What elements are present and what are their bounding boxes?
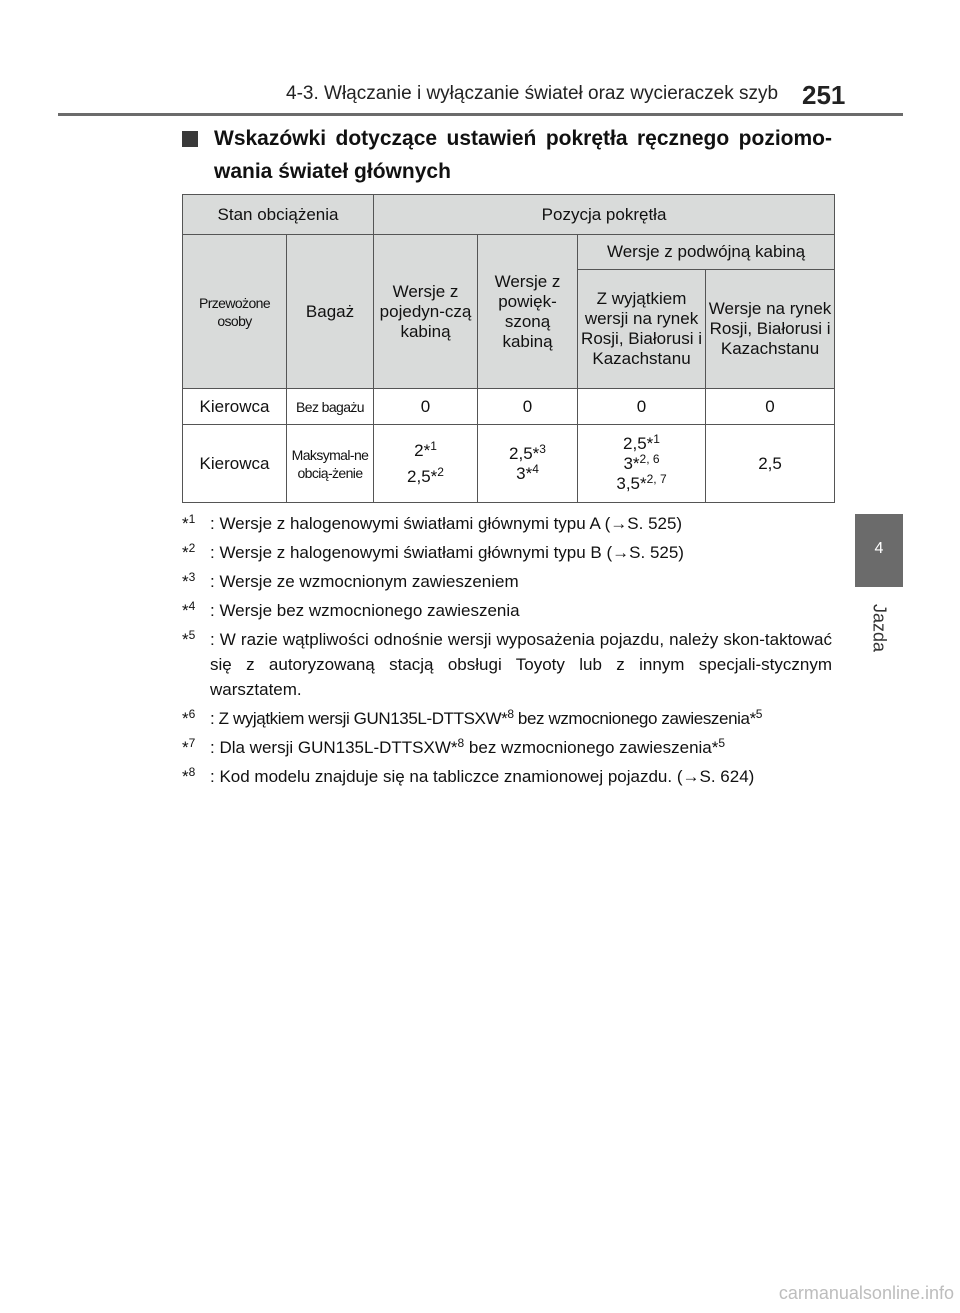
header-double-cab-except-ru: Z wyjątkiem wersji na rynek Rosji, Białorusi i Kazachstanu <box>578 270 706 389</box>
cell-double-cab-except-ru <box>578 425 706 503</box>
running-header-title: 4-3. Włączanie i wyłączanie świateł oraz wycieraczek szyb <box>286 83 779 104</box>
footnote: *$^2$ : Wersje z halogenowymi światłami głównymi typu B (→S. 525) <box>182 541 684 562</box>
header-load-state: Stan obciążenia <box>183 195 374 235</box>
footnote: *$^4$ : Wersje bez wzmocnionego zawieszenia <box>182 599 520 620</box>
header-luggage: Bagaż <box>287 235 374 389</box>
value-line: 2*$^1$ <box>414 438 437 460</box>
footnotes <box>182 511 832 793</box>
footnote: *$^5$ : W razie wątpliwości odnośnie wersji wyposażenia pojazdu, należy skon-taktować się z autoryzowaną stacją obsługi Toyoty lub z innym specjali-stycznym warsztatem. <box>182 628 832 699</box>
cell-double-cab-except-ru: 0 <box>578 389 706 425</box>
cell-double-cab-ru: 0 <box>706 389 835 425</box>
cell-single-cab <box>374 425 478 503</box>
footnote: *$^6$ : Z wyjątkiem wersji GUN135L-DTTSXW*$^8$ bez wzmocnionego zawieszenia*$^5$ <box>182 707 763 728</box>
chapter-tab-label: Jazda <box>869 603 890 653</box>
cell-passengers: Kierowca <box>183 425 287 503</box>
header-dial-position: Pozycja pokrętła <box>374 195 835 235</box>
value-line: 3*$^{2, 6}$ <box>623 451 660 473</box>
cell-single-cab: 0 <box>374 389 478 425</box>
footnote: *$^7$ : Dla wersji GUN135L-DTTSXW*$^8$ bez wzmocnionego zawieszenia*$^5$ <box>182 736 726 757</box>
header-double-cab: Wersje z podwójną kabiną <box>578 235 835 270</box>
value-line: 2,5*$^2$ <box>407 464 444 486</box>
section-heading <box>182 122 832 188</box>
value-line: 3,5*$^{2, 7}$ <box>616 471 667 493</box>
section-heading-text: Wskazówki dotyczące ustawień pokrętła ręcznego poziomo-wania świateł głównych <box>214 127 832 183</box>
header-double-cab-ru: Wersje na rynek Rosji, Białorusi i Kazachstanu <box>706 270 835 389</box>
chapter-tab[interactable] <box>855 514 903 587</box>
headlight-leveling-table <box>182 194 835 503</box>
header-passengers: Przewożone osoby <box>183 235 287 389</box>
cell-passengers: Kierowca <box>183 389 287 425</box>
cell-extended-cab <box>478 425 578 503</box>
cell-luggage: Bez bagażu <box>287 389 374 425</box>
heading-bullet-icon <box>182 131 198 147</box>
footnote: *$^1$ : Wersje z halogenowymi światłami głównymi typu A (→S. 525) <box>182 512 683 533</box>
page-number: 251 <box>802 80 846 110</box>
chapter-tab-number: 4 <box>874 540 884 557</box>
footnote: *$^8$ : Kod modelu znajduje się na tabliczce znamionowej pojazdu. (→S. 624) <box>182 765 755 786</box>
value-line: 2,5*$^3$ <box>509 441 546 463</box>
footnote: *$^3$ : Wersje ze wzmocnionym zawieszeniem <box>182 570 519 591</box>
cell-double-cab-ru: 2,5 <box>706 425 835 503</box>
header-single-cab: Wersje z pojedyn-czą kabiną <box>374 235 478 389</box>
header-divider <box>58 113 903 116</box>
header-extended-cab: Wersje z powięk-szoną kabiną <box>478 235 578 389</box>
cell-luggage: Maksymal-ne obcią-żenie <box>287 425 374 503</box>
watermark-link[interactable]: carmanualsonline.info <box>778 1283 954 1303</box>
value-line: 3*$^4$ <box>516 461 539 483</box>
value-line: 2,5*$^1$ <box>623 431 660 453</box>
cell-extended-cab: 0 <box>478 389 578 425</box>
